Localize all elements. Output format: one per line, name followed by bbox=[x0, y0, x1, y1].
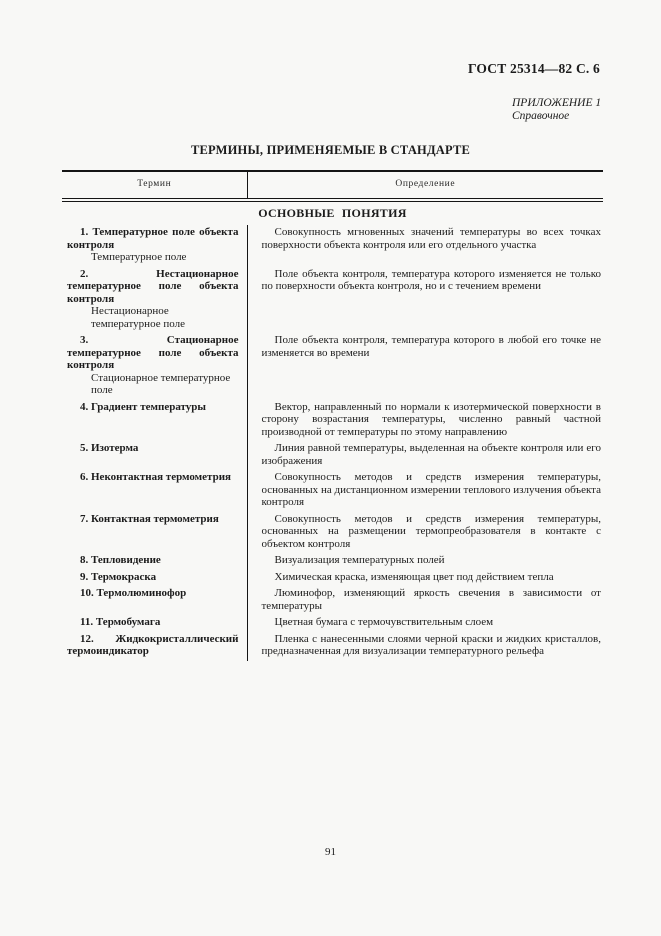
table-row bbox=[62, 512, 603, 554]
page-number: 91 bbox=[325, 846, 336, 858]
table-row bbox=[62, 470, 603, 512]
table-header-row bbox=[62, 171, 603, 200]
term-definition: Линия равной температуры, выделенная на объекте контроля или его изображения bbox=[261, 442, 601, 467]
term-synonym: Температурное поле bbox=[91, 251, 187, 263]
term-definition: Люминофор, изменяющий яркость свечения в зависимости от температуры bbox=[261, 587, 601, 612]
term-definition: Поле объекта контроля, температура которого в любой его точке не изменяется во времени bbox=[261, 334, 601, 359]
table-row bbox=[62, 586, 603, 615]
table-row bbox=[62, 553, 603, 570]
table-row bbox=[62, 267, 603, 334]
table-row bbox=[62, 333, 603, 400]
term-name: 3. Стационарное температурное поле объекта контроля bbox=[67, 334, 239, 371]
term-synonym: Нестационарное температурное поле bbox=[91, 305, 185, 330]
term-name: 9. Термокраска bbox=[80, 570, 157, 583]
term-definition: Совокупность мгновенных значений температуры во всех точках поверхности объекта контроля или его отдельного участка bbox=[261, 226, 601, 251]
table-row bbox=[62, 615, 603, 632]
term-definition: Цветная бумага с термочувствительным слоем bbox=[274, 616, 494, 628]
term-definition: Пленка с нанесенными слоями черной краски и жидких кристаллов, предназначенная для визуализации температурного рельефа bbox=[261, 632, 601, 657]
appendix-block bbox=[512, 97, 601, 123]
term-name: 12. Жидкокристаллический термоиндикатор bbox=[67, 632, 239, 657]
table-row bbox=[62, 632, 603, 661]
doc-reference: ГОСТ 25314—82 С. 6 bbox=[467, 61, 600, 76]
col-header-term: Термин bbox=[62, 171, 247, 200]
table-row bbox=[62, 225, 603, 267]
appendix-label: ПРИЛОЖЕНИЕ 1 bbox=[512, 97, 602, 109]
col-header-definition: Определение bbox=[247, 171, 603, 200]
section-heading: ОСНОВНЫЕ ПОНЯТИЯ bbox=[258, 205, 407, 220]
term-name: 4. Градиент температуры bbox=[80, 400, 206, 413]
term-definition: Поле объекта контроля, температура которого изменяется не только по поверхности объекта контроля, но и с течением времени bbox=[261, 267, 601, 292]
section-heading-row bbox=[62, 200, 603, 226]
table-row bbox=[62, 570, 603, 587]
term-synonym: Стационарное температурное поле bbox=[91, 371, 231, 396]
term-name: 10. Термолюминофор bbox=[80, 587, 187, 599]
terms-table bbox=[62, 170, 603, 661]
term-definition: Вектор, направленный по нормали к изотермической поверхности в сторону возрастания температуры, численно равный частной производной от температуры по этому направлению bbox=[261, 400, 601, 438]
term-definition: Совокупность методов и средств измерения температуры, основанных на размещении термопреобразователя в контакте с объектом контроля bbox=[261, 512, 601, 550]
term-name: 7. Контактная термометрия bbox=[80, 512, 219, 525]
term-definition: Химическая краска, изменяющая цвет под действием тепла bbox=[274, 570, 554, 583]
terms-table-body bbox=[62, 225, 603, 661]
term-definition: Совокупность методов и средств измерения температуры, основанных на дистанционном измерении теплового излучения объекта контроля bbox=[261, 471, 601, 508]
term-name: 1. Температурное поле объекта контроля bbox=[67, 226, 239, 251]
term-name: 11. Термобумага bbox=[80, 616, 161, 628]
term-name: 5. Изотерма bbox=[80, 442, 139, 454]
appendix-type: Справочное bbox=[512, 110, 570, 122]
term-name: 2. Нестационарное температурное поле объекта контроля bbox=[67, 267, 239, 305]
term-name: 6. Неконтактная термометрия bbox=[80, 471, 231, 483]
page-title: ТЕРМИНЫ, ПРИМЕНЯЕМЫЕ В СТАНДАРТЕ bbox=[190, 143, 471, 157]
table-row bbox=[62, 400, 603, 442]
table-row bbox=[62, 441, 603, 470]
term-definition: Визуализация температурных полей bbox=[274, 554, 445, 566]
term-name: 8. Тепловидение bbox=[80, 554, 161, 566]
